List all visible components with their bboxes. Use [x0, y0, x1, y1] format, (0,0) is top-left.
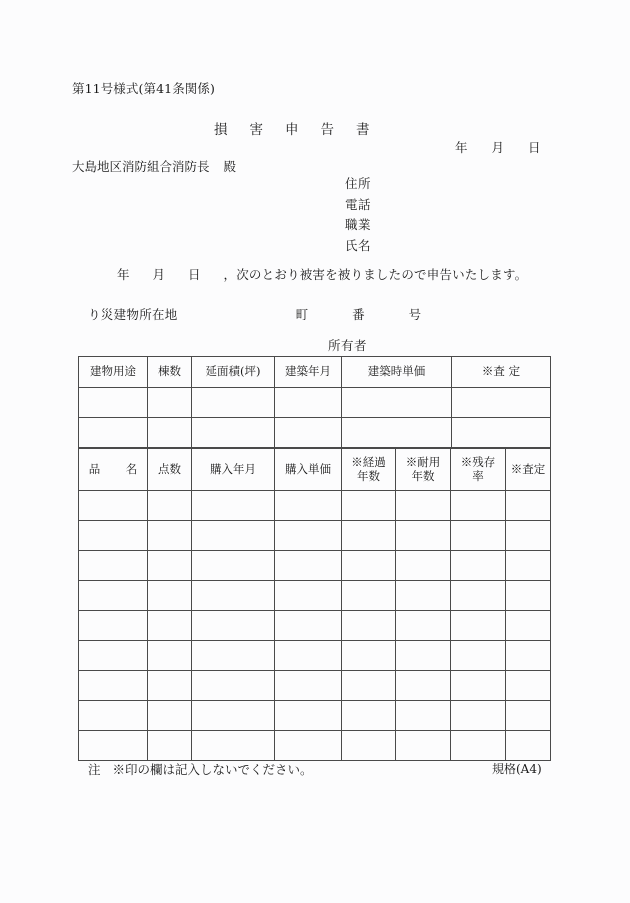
- footnote: [88, 760, 313, 778]
- table-row[interactable]: [79, 701, 551, 731]
- cell-item-name[interactable]: [79, 731, 148, 761]
- addressee-honorific: 殿: [223, 159, 237, 174]
- cell-purchase-date[interactable]: [192, 701, 275, 731]
- cell-item-name[interactable]: [79, 491, 148, 521]
- table-header-row: [79, 449, 551, 491]
- cell-residual-rate[interactable]: [451, 701, 506, 731]
- cell-useful-life-years[interactable]: [396, 491, 451, 521]
- declaration-statement: [117, 265, 527, 283]
- cell-elapsed-years[interactable]: [342, 611, 396, 641]
- cell-item-assessment[interactable]: [506, 731, 551, 761]
- owner-heading: 所有者: [328, 336, 550, 357]
- cell-total-floor-area[interactable]: [192, 418, 275, 448]
- cell-item-name[interactable]: [79, 641, 148, 671]
- col-construction-price: 建築時単価: [342, 357, 452, 388]
- table-row[interactable]: [79, 731, 551, 761]
- cell-useful-life-years[interactable]: [396, 731, 451, 761]
- item-damage-table: [78, 448, 551, 761]
- cell-useful-life-years[interactable]: [396, 611, 451, 641]
- field-label-address: 住所: [345, 176, 372, 191]
- cell-item-name[interactable]: [79, 521, 148, 551]
- cell-assessment[interactable]: [452, 418, 551, 448]
- building-damage-table: [78, 356, 551, 448]
- cell-building-use[interactable]: [79, 418, 148, 448]
- col-total-floor-area: 延面積(坪): [192, 357, 275, 388]
- cell-purchase-price[interactable]: [275, 641, 342, 671]
- cell-elapsed-years[interactable]: [342, 581, 396, 611]
- building-table-body: [79, 388, 551, 448]
- cell-item-assessment[interactable]: [506, 671, 551, 701]
- field-label-telephone: 電話: [345, 196, 372, 212]
- table-row[interactable]: [79, 388, 551, 418]
- cell-purchase-price[interactable]: [275, 581, 342, 611]
- building-location-line: [88, 305, 465, 323]
- cell-construction-date[interactable]: [275, 388, 342, 418]
- addressee-line: [72, 157, 236, 175]
- cell-purchase-date[interactable]: [192, 491, 275, 521]
- building-location-units: 町番号: [295, 307, 466, 322]
- col-item-name: [79, 449, 148, 491]
- cell-item-count[interactable]: [148, 521, 192, 551]
- cell-item-count[interactable]: [148, 551, 192, 581]
- cell-residual-rate[interactable]: [451, 671, 506, 701]
- cell-residual-rate[interactable]: [451, 491, 506, 521]
- col-residual-rate-line2: 率: [472, 468, 484, 483]
- cell-residual-rate[interactable]: [451, 731, 506, 761]
- declaration-text: ，次のとおり被害を被りましたので申告いたします。: [223, 267, 528, 282]
- cell-elapsed-years[interactable]: [342, 701, 396, 731]
- table-row[interactable]: [79, 491, 551, 521]
- cell-elapsed-years[interactable]: [342, 641, 396, 671]
- cell-total-floor-area[interactable]: [192, 388, 275, 418]
- table-row[interactable]: [79, 581, 551, 611]
- cell-useful-life-years[interactable]: [396, 581, 451, 611]
- cell-item-count[interactable]: [148, 491, 192, 521]
- cell-item-count[interactable]: [148, 581, 192, 611]
- field-label-name: 氏名: [345, 237, 372, 253]
- cell-item-count[interactable]: [148, 701, 192, 731]
- cell-useful-life-years[interactable]: [396, 701, 451, 731]
- col-item-assessment: ※査定: [506, 449, 551, 491]
- cell-purchase-date[interactable]: [192, 521, 275, 551]
- col-item-name-label: 品 名: [88, 461, 145, 476]
- cell-item-assessment[interactable]: [506, 521, 551, 551]
- cell-residual-rate[interactable]: [451, 521, 506, 551]
- cell-useful-life-years[interactable]: [396, 521, 451, 551]
- col-useful-life-years-line1: ※耐用: [405, 455, 441, 469]
- col-useful-life-years: [396, 449, 451, 491]
- cell-purchase-date[interactable]: [192, 671, 275, 701]
- cell-item-assessment[interactable]: [506, 491, 551, 521]
- cell-item-assessment[interactable]: [506, 581, 551, 611]
- table-row[interactable]: [79, 418, 551, 448]
- cell-item-assessment[interactable]: [506, 641, 551, 671]
- cell-item-count[interactable]: [148, 671, 192, 701]
- cell-item-assessment[interactable]: [506, 551, 551, 581]
- cell-elapsed-years[interactable]: [342, 731, 396, 761]
- cell-purchase-date[interactable]: [192, 611, 275, 641]
- col-building-count: 棟数: [148, 357, 192, 388]
- cell-purchase-date[interactable]: [192, 641, 275, 671]
- table-row[interactable]: [79, 671, 551, 701]
- form-number: 第11号様式(第41条関係): [72, 81, 215, 96]
- cell-useful-life-years[interactable]: [396, 671, 451, 701]
- cell-purchase-price[interactable]: [275, 491, 342, 521]
- col-residual-rate-line1: ※残存: [460, 455, 496, 469]
- col-elapsed-years: [342, 449, 396, 491]
- cell-elapsed-years[interactable]: [342, 491, 396, 521]
- col-residual-rate: [451, 449, 506, 491]
- paper-spec: 規格(A4): [492, 762, 542, 776]
- col-item-count: 点数: [148, 449, 192, 491]
- cell-building-count[interactable]: [148, 418, 192, 448]
- cell-item-count[interactable]: [148, 731, 192, 761]
- item-table-body: [79, 491, 551, 761]
- col-building-use: 建物用途: [79, 357, 148, 388]
- cell-item-name[interactable]: [79, 581, 148, 611]
- cell-elapsed-years[interactable]: [342, 551, 396, 581]
- cell-construction-date[interactable]: [275, 418, 342, 448]
- footnote-marker: 注: [88, 762, 101, 777]
- cell-purchase-price[interactable]: [275, 611, 342, 641]
- table-row[interactable]: [79, 551, 551, 581]
- cell-item-count[interactable]: [148, 611, 192, 641]
- table-header-row: [79, 357, 551, 388]
- cell-elapsed-years[interactable]: [342, 521, 396, 551]
- cell-building-use[interactable]: [79, 388, 148, 418]
- field-label-occupation: 職業: [345, 217, 372, 232]
- cell-useful-life-years[interactable]: [396, 551, 451, 581]
- cell-residual-rate[interactable]: [451, 581, 506, 611]
- col-assessment: ※査 定: [452, 357, 551, 388]
- cell-purchase-price[interactable]: [275, 521, 342, 551]
- cell-item-name[interactable]: [79, 701, 148, 731]
- cell-item-name[interactable]: [79, 551, 148, 581]
- table-row[interactable]: [79, 521, 551, 551]
- cell-item-assessment[interactable]: [506, 701, 551, 731]
- col-purchase-date: 購入年月: [192, 449, 275, 491]
- cell-purchase-price[interactable]: [275, 551, 342, 581]
- declarant-field-list: [345, 174, 371, 256]
- col-elapsed-years-line2: 年数: [357, 468, 380, 483]
- page-title: 損害申告書: [214, 122, 392, 138]
- cell-useful-life-years[interactable]: [396, 641, 451, 671]
- cell-purchase-price[interactable]: [275, 701, 342, 731]
- cell-item-assessment[interactable]: [506, 611, 551, 641]
- date-line: 年月日: [455, 140, 565, 155]
- cell-item-name[interactable]: [79, 671, 148, 701]
- cell-purchase-date[interactable]: [192, 731, 275, 761]
- cell-elapsed-years[interactable]: [342, 671, 396, 701]
- table-row[interactable]: [79, 641, 551, 671]
- col-purchase-price: 購入単価: [275, 449, 342, 491]
- cell-assessment[interactable]: [452, 388, 551, 418]
- cell-construction-price[interactable]: [342, 388, 452, 418]
- col-useful-life-years-line2: 年数: [411, 468, 435, 483]
- declaration-date-blanks: 年月日: [117, 267, 224, 282]
- building-location-label: り災建物所在地: [88, 307, 178, 322]
- cell-item-count[interactable]: [148, 641, 192, 671]
- cell-residual-rate[interactable]: [451, 551, 506, 581]
- col-construction-date: 建築年月: [275, 357, 342, 388]
- col-elapsed-years-line1: ※経過: [351, 455, 386, 469]
- cell-item-name[interactable]: [79, 611, 148, 641]
- cell-purchase-price[interactable]: [275, 671, 342, 701]
- cell-construction-price[interactable]: [342, 418, 452, 448]
- addressee-name: 大島地区消防組合消防長: [72, 159, 210, 174]
- table-row[interactable]: [79, 611, 551, 641]
- cell-purchase-price[interactable]: [275, 731, 342, 761]
- cell-residual-rate[interactable]: [451, 641, 506, 671]
- cell-purchase-date[interactable]: [192, 551, 275, 581]
- cell-building-count[interactable]: [148, 388, 192, 418]
- cell-residual-rate[interactable]: [451, 611, 506, 641]
- cell-purchase-date[interactable]: [192, 581, 275, 611]
- footnote-text: ※印の欄は記入しないでください。: [112, 762, 313, 777]
